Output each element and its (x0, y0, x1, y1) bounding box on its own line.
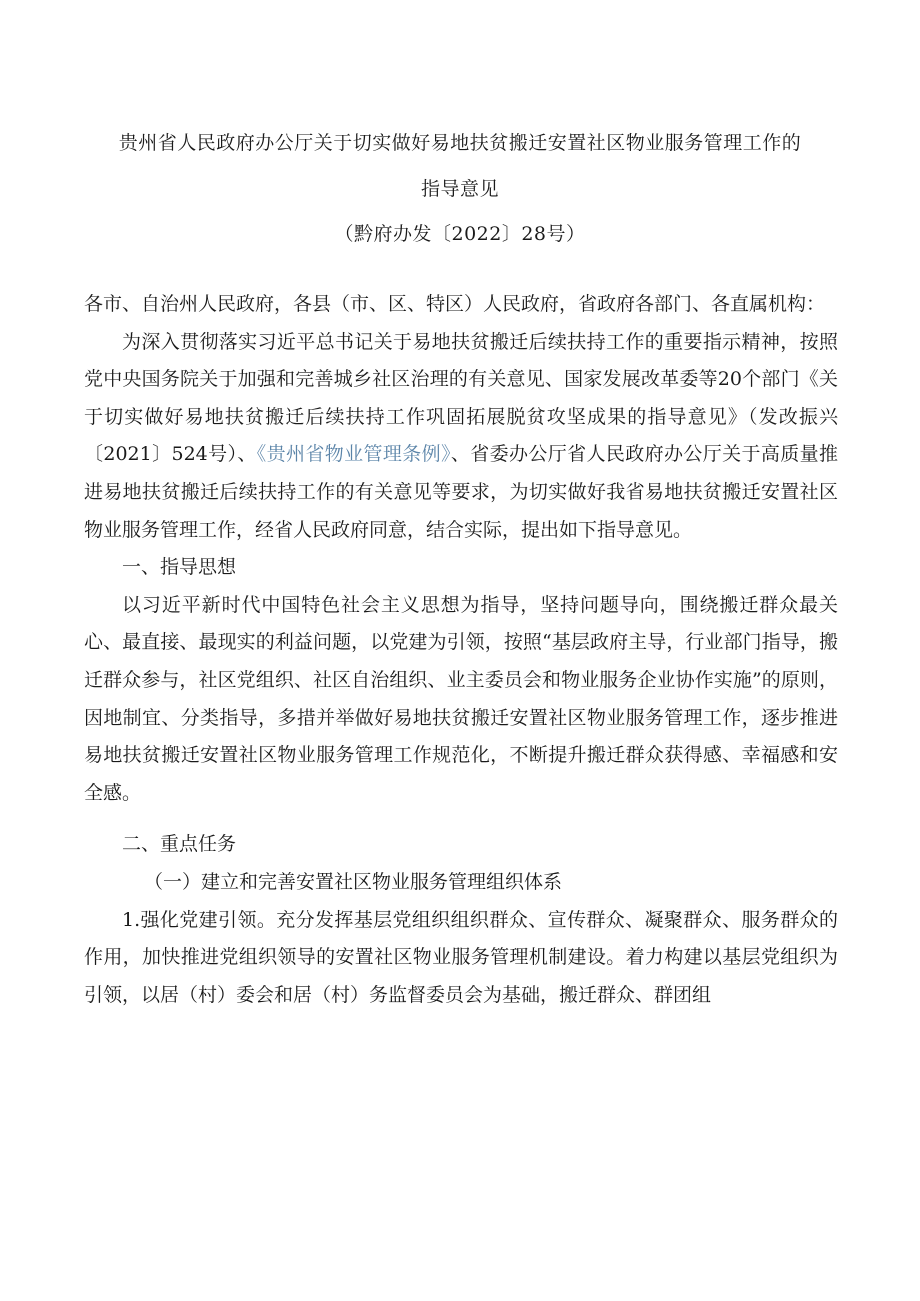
addressee: 各市、自治州人民政府，各县（市、区、特区）人民政府，省政府各部门、各直属机构： (84, 293, 826, 315)
document-body (84, 286, 838, 1014)
intro-text-part1: 为深入贯彻落实习近平总书记关于易地扶贫搬迁后续扶持工作的重要指示精神，按照党中央国务院关于加强和完善城乡社区治理的有关意见、国家发展改革委等20个部门《关于切实做好易地扶贫搬迁后续扶持工作巩固拓展脱贫攻坚成果的指导意见》（发改振兴〔2021〕524号）、 (84, 330, 838, 466)
section1-heading: 一、指导思想 (122, 556, 237, 579)
section1-paragraph: 以习近平新时代中国特色社会主义思想为指导，坚持问题导向，围绕搬迁群众最关心、最直接、最现实的利益问题，以党建为引领，按照“基层政府主导，行业部门指导，搬迁群众参与，社区党组织、社区自治组织、业主委员会和物业服务企业协作实施”的原则，因地制宜、分类指导，多措并举做好易地扶贫搬迁安置社区物业服务管理工作，逐步推进易地扶贫搬迁安置社区物业服务管理工作规范化，不断提升搬迁群众获得感、幸福感和安全感。 (84, 593, 838, 804)
intro-text-part2: 、省委办公厅省人民政府办公厅关于高质量推进易地扶贫搬迁后续扶持工作的有关意见等要求，为切实做好我省易地扶贫搬迁安置社区物业服务管理工作，经省人民政府同意，结合实际，提出如下指导意见。 (84, 443, 838, 541)
document-number: （黔府办发〔2022〕28号） (334, 223, 586, 245)
document-title-line1: 贵州省人民政府办公厅关于切实做好易地扶贫搬迁安置社区物业服务管理工作的 (118, 132, 802, 154)
subsection1-heading: （一）建立和完善安置社区物业服务管理组织体系 (144, 870, 563, 893)
regulation-link[interactable]: 《贵州省物业管理条例》 (256, 443, 451, 466)
document-title-line2: 指导意见 (420, 178, 499, 200)
intro-paragraph (84, 324, 838, 550)
item1-paragraph: 1.强化党建引领。充分发挥基层党组织组织群众、宣传群众、凝聚群众、服务群众的作用，加快推进党组织领导的安置社区物业服务管理机制建设。着力构建以基层党组织为引领，以居（村）委会和居（村）务监督委员会为基础，搬迁群众、群团组 (84, 908, 838, 1006)
section2-heading: 二、重点任务 (122, 833, 237, 856)
